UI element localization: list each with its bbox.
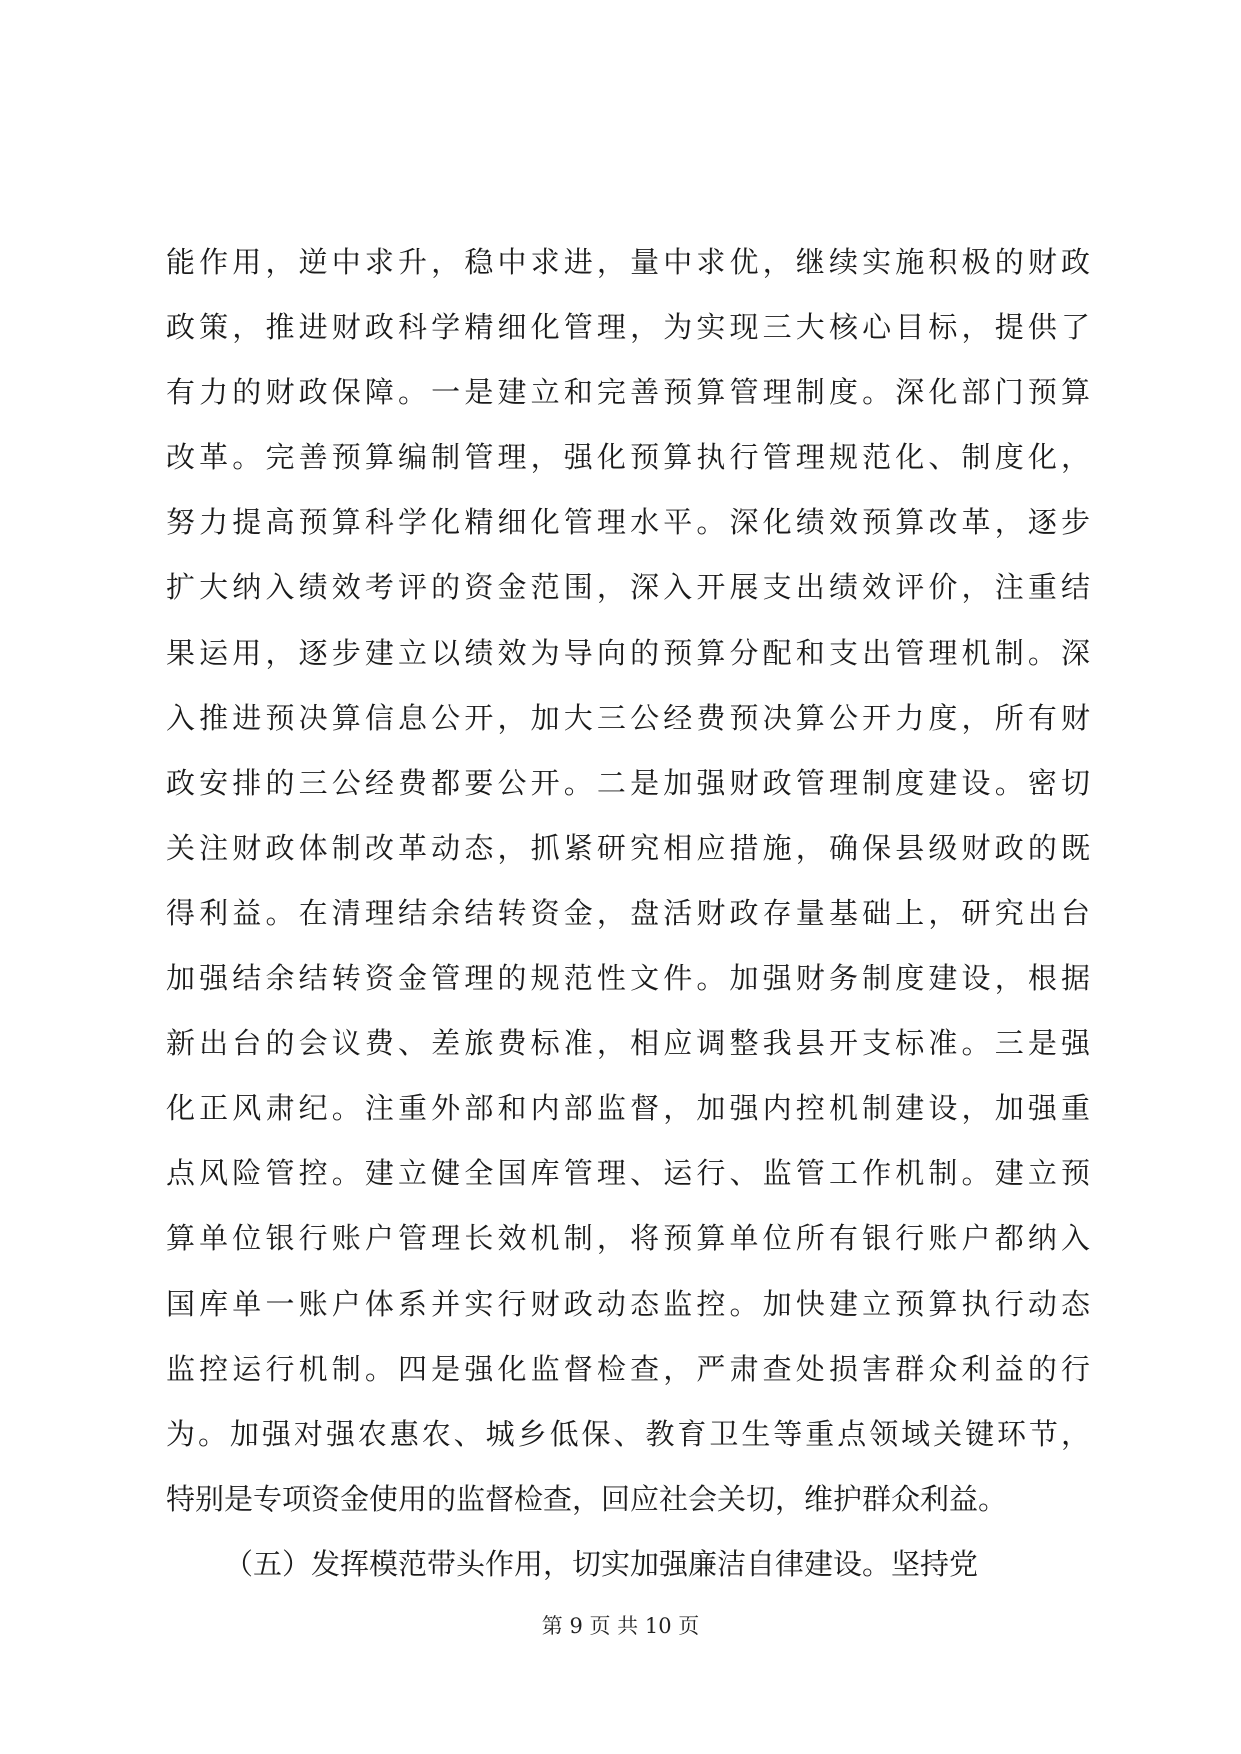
text-line: 加强结余结转资金管理的规范性文件。加强财务制度建设，根据	[166, 961, 1090, 996]
text-line: 能作用，逆中求升，稳中求进，量中求优，继续实施积极的财政	[166, 245, 1090, 279]
text-line: 特别是专项资金使用的监督检查，回应社会关切，维护群众利益。	[166, 1481, 1008, 1516]
text-line: 新出台的会议费、差旅费标准，相应调整我县开支标准。三是强	[166, 1026, 1090, 1061]
text-line: 点风险管控。建立健全国库管理、运行、监管工作机制。建立预	[166, 1156, 1090, 1191]
text-line: 有力的财政保障。一是建立和完善预算管理制度。深化部门预算	[166, 375, 1090, 410]
text-line: 果运用，逐步建立以绩效为导向的预算分配和支出管理机制。深	[166, 635, 1090, 670]
text-line: 扩大纳入绩效考评的资金范围，深入开展支出绩效评价，注重结	[166, 570, 1090, 605]
text-line: 算单位银行账户管理长效机制，将预算单位所有银行账户都纳入	[166, 1221, 1090, 1256]
page-number-footer: 第 9 页 共 10 页	[541, 1614, 700, 1638]
text-line: 关注财政体制改革动态，抓紧研究相应措施，确保县级财政的既	[166, 830, 1090, 865]
text-line: 为。加强对强农惠农、城乡低保、教育卫生等重点领域关键环节，	[166, 1416, 1090, 1451]
text-line: 化正风肃纪。注重外部和内部监督，加强内控机制建设，加强重	[166, 1091, 1090, 1126]
text-line: 政策，推进财政科学精细化管理，为实现三大核心目标，提供了	[166, 310, 1090, 345]
text-line: 改革。完善预算编制管理，强化预算执行管理规范化、制度化，	[166, 440, 1090, 475]
text-line: 国库单一账户体系并实行财政动态监控。加快建立预算执行动态	[166, 1286, 1090, 1321]
text-line: 努力提高预算科学化精细化管理水平。深化绩效预算改革，逐步	[166, 505, 1090, 540]
text-line: 得利益。在清理结余结转资金，盘活财政存量基础上，研究出台	[166, 895, 1090, 930]
text-line: 入推进预决算信息公开，加大三公经费预决算公开力度，所有财	[166, 700, 1090, 735]
body-text	[166, 230, 1090, 1597]
text-line: 政安排的三公经费都要公开。二是加强财政管理制度建设。密切	[166, 765, 1090, 800]
text-line: 监控运行机制。四是强化监督检查，严肃查处损害群众利益的行	[166, 1351, 1090, 1386]
section-heading-line: （五）发挥模范带头作用，切实加强廉洁自律建设。坚持党	[224, 1546, 979, 1581]
